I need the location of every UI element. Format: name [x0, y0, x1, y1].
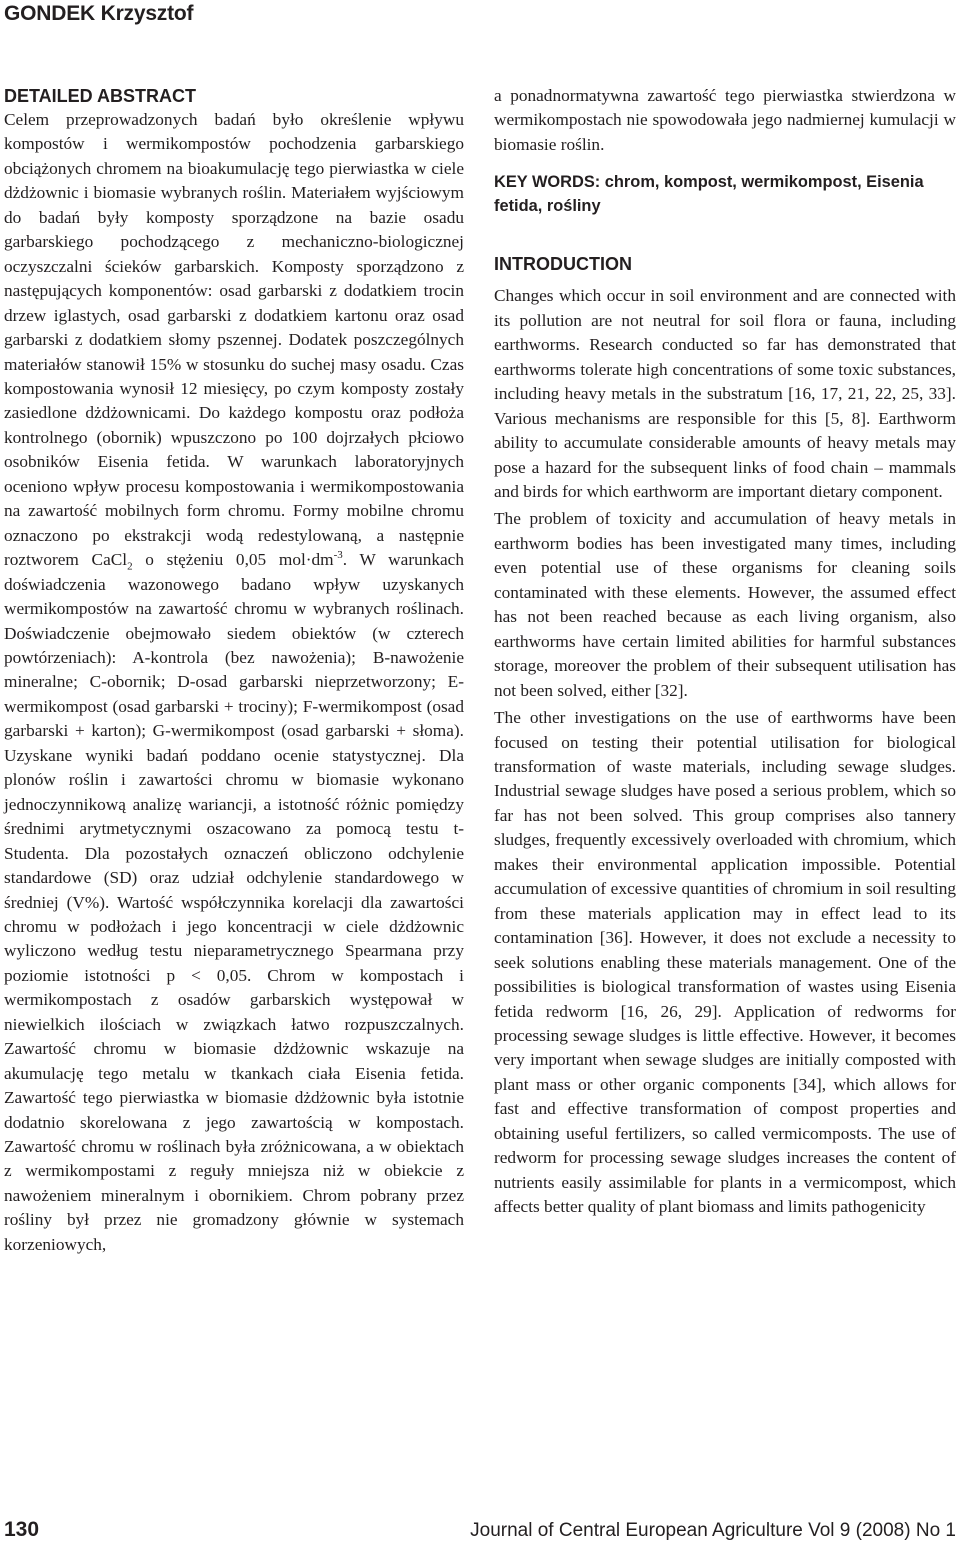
abstract-continuation: a ponadnormatywna zawartość tego pierwiastka stwierdzona w wermikompostach nie spowodowała jego nadmiernej kumulacji w biomasie roślin. [494, 86, 956, 154]
abstract-paragraph [4, 108, 464, 1257]
keywords-line-1: KEY WORDS: chrom, kompost, wermikompost, Eisenia [494, 173, 924, 192]
journal-footer: Journal of Central European Agriculture Vol 9 (2008) No 1 [470, 1520, 956, 1541]
intro-paragraph-3: The other investigations on the use of earthworms have been focused on testing their potential utilisation for biological transformation of waste materials, including sewage sludges. Industrial sewage sludges have posed a serious problem, which so far has not been solved. This group comprises also tannery sludges, frequently excessively overloaded with chromium, which makes their environmental application impossible. Potential accumulation of excessive quantities of chromium in soil resulting from these materials application may in effect lead to its contamination [36]. However, it does not exclude a necessity to seek solutions enabling these materials management. One of the possibilities is biological transformation of wastes using Eisenia fetida redworm [16, 26, 29]. Application of redworms for processing sewage sludges is little effective. However, it becomes very important when sewage sludges are initially composted with plant mass or other organic components [34], which allows for fast and effective transformation of compost properties and obtaining useful fertilizers, so called vermicomposts. The use of redworm for processing sewage sludges increases the content of nutrients easily assimilable for plants in a vermicompost, which affects better quality of plant biomass and limits pathogenicity [494, 708, 956, 1217]
abstract-text-part3: . W warunkach doświadczenia wazonowego badano wpływ uzyskanych wermikompostów na zawartość chromu w wybranych roślinach. Doświadczenie obejmowało siedem obiektów (w czterech powtórzeniach): A-kontrola (bez nawożenia); B-nawożenie mineralne; C-obornik; D-osad garbarski nieprzetworzony; E-wermikompost (osad garbarski + trociny); F-wermikompost (osad garbarski + karton); G-wermikompost (osad garbarski + słoma). Uzyskane wyniki badań poddano ocenie statystycznej. Dla plonów roślin i zawartości chromu w biomasie wykonano jednoczynnikową analizę wariancji, a istotność różnic pomiędzy średnimi arytmetycznymi oszacowano za pomocą testu t-Studenta. Dla pozostałych oznaczeń obliczono odchylenie standardowe (SD) oraz udział odchylenie standardowego w średniej (V%). Wartość współczynnika korelacji dla zawartości chromu w podłożach i jego koncentracji w ciele dżdżownic wyliczono według testu nieparametrycznego Spearmana przy poziomie istotności p < 0,05. Chrom w kompostach i wermikompostach z osadów garbarskich występował w niewielkich ilościach w związkach łatwo rozpuszczalnych. Zawartość chromu w biomasie dżdżownic wskazuje na akumulację tego metalu w tkankach ciała Eisenia fetida. Zawartość tego pierwiastka w biomasie dżdżownic była istotnie dodatnio skorelowana z jego zawartością w kompostach. Zawartość chromu w roślinach była zróżnicowana, a w obiektach z wermikompostami z reguły mniejsza niż w obiekcie z nawożeniem mineralnym i obornikiem. Chrom pobrany przez rośliny był przez nie gromadzony głównie w systemach korzeniowych, [4, 550, 464, 1254]
intro-paragraph-2: The problem of toxicity and accumulation of heavy metals in earthworm bodies has been investigated many times, including even potential use of these organisms for cleaning soils contaminated with these elements. However, the assumed effect has not been reached because as each living organism, also earthworms have certain limited abilities for harmful substances storage, moreover the problem of their subsequent utilisation has not been solved, either [32]. [494, 509, 956, 700]
keywords-line-2: fetida, rośliny [494, 197, 601, 216]
abstract-superscript: -3 [333, 549, 343, 562]
page-number: 130 [4, 1518, 40, 1541]
left-column [4, 84, 464, 1257]
abstract-text-part1: Celem przeprowadzonych badań było określenie wpływu kompostów i wermikompostów pochodzenia garbarskiego obciążonych chromem na bioakumulację tego pierwiastka w ciele dżdżownic i biomasie wybranych roślin. Materiałem wyjściowym do badań były komposty sporządzone na bazie osadu garbarskiego pochodzącego z mechaniczno-biologicznej oczyszczalni ścieków garbarskich. Komposty sporządzono z następujących komponentów: osad garbarski z dodatkiem trocin drzew iglastych, osad garbarski z dodatkiem kartonu oraz osad garbarski z dodatkiem słomy pszennej. Dodatek poszczególnych materiałów stanowił 15% w stosunku do suchej masy osadu. Czas kompostowania wynosił 12 miesięcy, po czym komposty zostały zasiedlone dżdżownicami. Do każdego kompostu oraz podłoża kontrolnego (obornik) wpuszczono po 100 dojrzałych płciowo osobników Eisenia fetida. W warunkach laboratoryjnych oceniono wpływ procesu kompostowania i wermikompostowania na zawartość mobilnych form chromu. Formy mobilne chromu oznaczono po ekstrakcji wodą redestylowaną, a następnie roztworem CaCl [4, 110, 464, 570]
keywords [494, 170, 956, 218]
running-head-author: GONDEK Krzysztof [4, 2, 194, 25]
right-column [494, 84, 956, 1220]
introduction-heading: INTRODUCTION [494, 254, 632, 275]
intro-paragraph-1: Changes which occur in soil environment and are connected with its pollution are not neutral for soil flora or fauna, including earthworms. Research conducted so far has demonstrated that earthworms tolerate high concentrations of some toxic substances, including heavy metals in the substratum [16, 17, 21, 22, 25, 33]. Various mechanisms are responsible for this [5, 8]. Earthworm ability to accumulate considerable amounts of heavy metals may pose a hazard for the subsequent links of food chain – mammals and birds for which earthworm are important dietary component. [494, 286, 956, 501]
abstract-subscript: 2 [127, 560, 133, 573]
abstract-text-part2: o stężeniu 0,05 mol·dm [132, 550, 334, 570]
abstract-heading: DETAILED ABSTRACT [4, 86, 196, 106]
